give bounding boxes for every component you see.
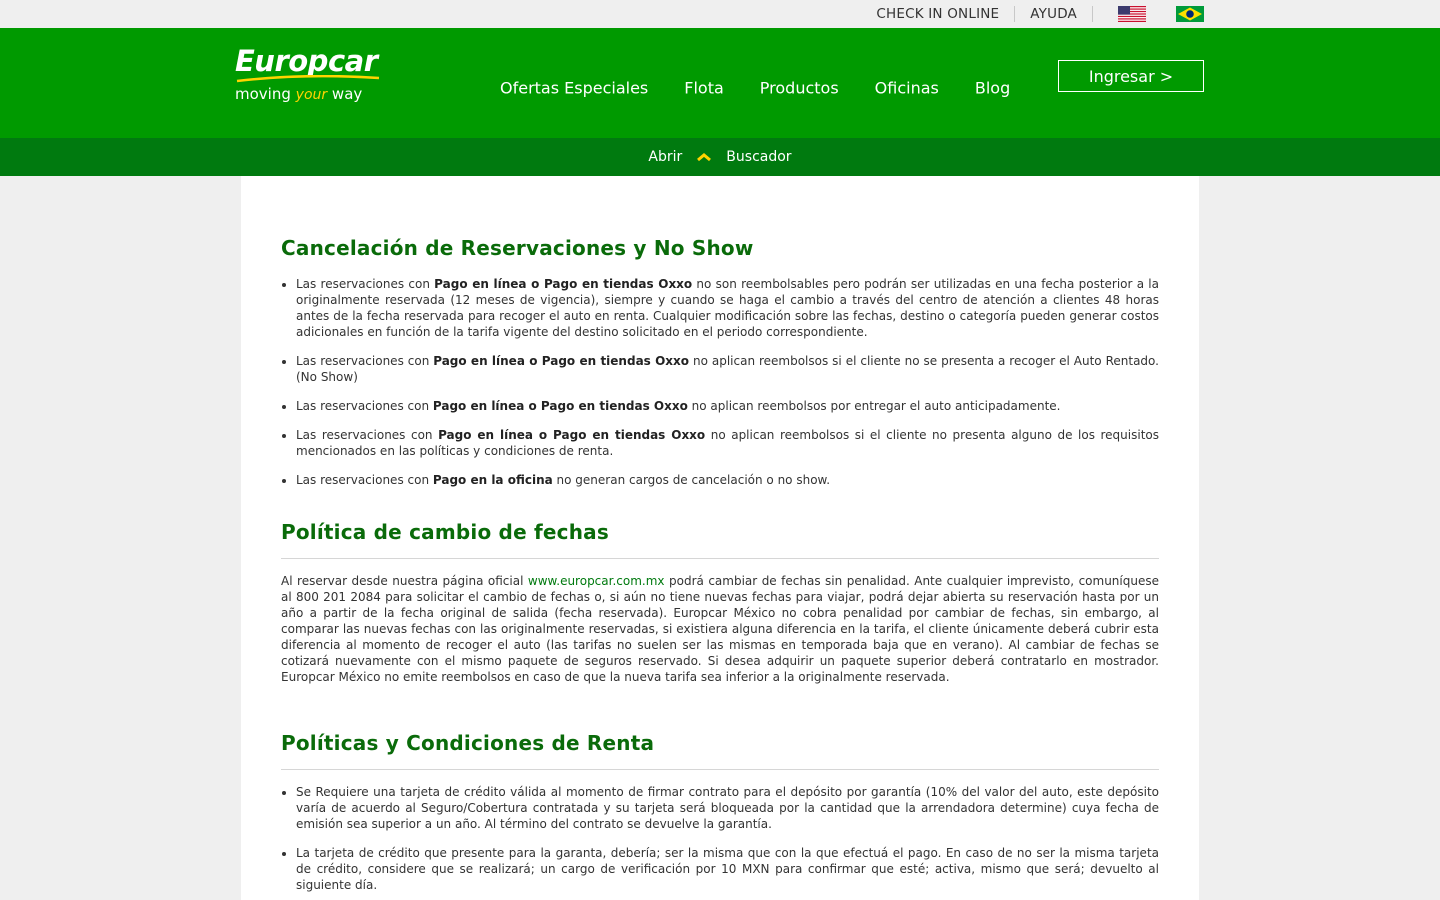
cancelacion-list <box>281 276 1159 488</box>
item-text: no aplican reembolsos si el cliente no se presenta a recoger el Auto Rentado. (No Show) <box>296 354 1159 384</box>
item-text: Las reservaciones con <box>296 277 435 291</box>
paragraph-text: Al reservar desde nuestra página oficial <box>281 574 528 588</box>
search-label[interactable]: Buscador <box>726 149 792 165</box>
content-card <box>241 176 1199 900</box>
europcar-site-link[interactable]: www.europcar.com.mx <box>527 574 665 588</box>
nav-item-productos[interactable]: Productos <box>759 78 839 98</box>
list-item: • La tarjeta de crédito que presente para la garanta, debería; ser la misma que con la que efectuá el pago. En caso de no ser la misma tarjeta de crédito, considere que se realizará; un cargo de verificación por 10 MXN para confirmar que esté; activa, mismo que será; devuelto al siguiente día. <box>296 845 1159 893</box>
section-cambio-fechas <box>281 520 1159 685</box>
item-text: no son reembolsables pero podrán ser utilizadas en una fecha posterior a la originalmente reservada (12 meses de vigencia), siempre y cuando se haga el cambio a través del centro de atención a clientes 48 horas antes de la fecha reservada para recoger el auto en renta. Cualquier modificación sobre las fechas, destino o categoría pueden generar costos adicionales en función de la tarifa vigente del destino solicitado en el periodo correspondiente. <box>296 277 1159 339</box>
item-bold: Pago en línea o Pago en tiendas Oxxo <box>432 399 688 413</box>
logo-tagline <box>235 85 385 104</box>
condiciones-list <box>281 784 1159 893</box>
europcar-logo[interactable] <box>235 44 385 124</box>
list-item <box>296 353 1159 385</box>
cambio-fechas-text <box>281 573 1159 685</box>
nav-item-ofertas[interactable]: Ofertas Especiales <box>500 78 649 98</box>
login-button[interactable]: Ingresar > <box>1058 60 1204 92</box>
nav-item-flota[interactable]: Flota <box>684 78 724 98</box>
item-text: no aplican reembolsos si el cliente no presenta alguno de los requisitos mencionados en las políticas y condiciones de renta. <box>296 428 1159 458</box>
item-bold: Pago en línea o Pago en tiendas Oxxo <box>433 354 690 368</box>
tagline-moving: moving <box>235 85 291 103</box>
nav-item-oficinas[interactable]: Oficinas <box>874 78 939 98</box>
logo-brand: Europcar <box>235 44 378 78</box>
divider <box>281 558 1159 559</box>
list-item <box>296 472 1159 488</box>
item-bold: Pago en la oficina <box>432 473 553 487</box>
item-text: Las reservaciones con <box>296 473 433 487</box>
item-text: Las reservaciones con <box>296 354 434 368</box>
section-title-cambio-fechas: Política de cambio de fechas <box>281 520 609 544</box>
us-flag-icon[interactable] <box>1118 6 1146 22</box>
list-item <box>296 276 1159 340</box>
section-title-cancelacion: Cancelación de Reservaciones y No Show <box>281 236 754 260</box>
brazil-flag-icon[interactable] <box>1176 6 1204 22</box>
tagline-your: your <box>295 87 328 103</box>
item-text: Las reservaciones con <box>296 428 439 442</box>
utility-links <box>861 0 1204 28</box>
item-text: Las reservaciones con <box>296 399 433 413</box>
utility-bar <box>0 0 1440 28</box>
item-text: no generan cargos de cancelación o no show. <box>552 473 831 487</box>
item-bold: Pago en línea o Pago en tiendas Oxxo <box>434 277 693 291</box>
help-link[interactable]: AYUDA <box>1030 6 1077 22</box>
section-title-condiciones: Políticas y Condiciones de Renta <box>281 731 655 755</box>
nav-item-blog[interactable]: Blog <box>974 78 1011 98</box>
main-header <box>0 28 1440 138</box>
divider <box>281 769 1159 770</box>
chevron-up-icon[interactable] <box>696 152 712 162</box>
list-item: • Se Requiere una tarjeta de crédito válida al momento de firmar contrato para el depósito por garantía (10% del valor del auto, este depósito varía de acuerdo al Seguro/Cobertura contratada y su tarjeta será bloqueada por la cantidad que la arrendadora determine) cuya fecha de emisión sea superior a un año. Al término del contrato se devuelve la garantía. <box>296 784 1159 832</box>
tagline-way: way <box>331 85 363 103</box>
search-toggle-bar[interactable] <box>0 138 1440 176</box>
item-bold: Pago en línea o Pago en tiendas Oxxo <box>438 428 706 442</box>
divider <box>1092 6 1093 22</box>
paragraph-text: podrá cambiar de fechas sin penalidad. Ante cualquier imprevisto, comuníquese al 800 201 2084 para solicitar el cambio de fechas o, si aún no tiene nuevas fechas para viajar, podrá dejar abierta su reservación hasta por un año a partir de la fecha original de salida (fecha reservada). Europcar México no cobra penalidad por cambiar de fechas, sin embargo, al comparar las nuevas fechas con las originalmente reservadas, si existiera alguna diferencia en la tarifa, el cliente únicamente deberá cubrir esta diferencia al momento de recoger el auto (las tarifas no suelen ser las mismas en temporada baja que en verano). Al cambiar de fechas se cotizará nuevamente con el mismo paquete de seguros reservado. Si desea adquirir un paquete superior deberá contratarlo en mostrador. Europcar México no emite reembolsos en caso de que la nueva tarifa sea inferior a la originalmente reservada. <box>281 574 1159 684</box>
open-label[interactable]: Abrir <box>648 149 683 165</box>
main-nav <box>482 79 1028 98</box>
item-text: no aplican reembolsos por entregar el auto anticipadamente. <box>687 399 1061 413</box>
section-condiciones-renta <box>281 731 1159 893</box>
list-item <box>296 398 1159 414</box>
list-item <box>296 427 1159 459</box>
check-in-online-link[interactable]: CHECK IN ONLINE <box>876 6 1000 22</box>
